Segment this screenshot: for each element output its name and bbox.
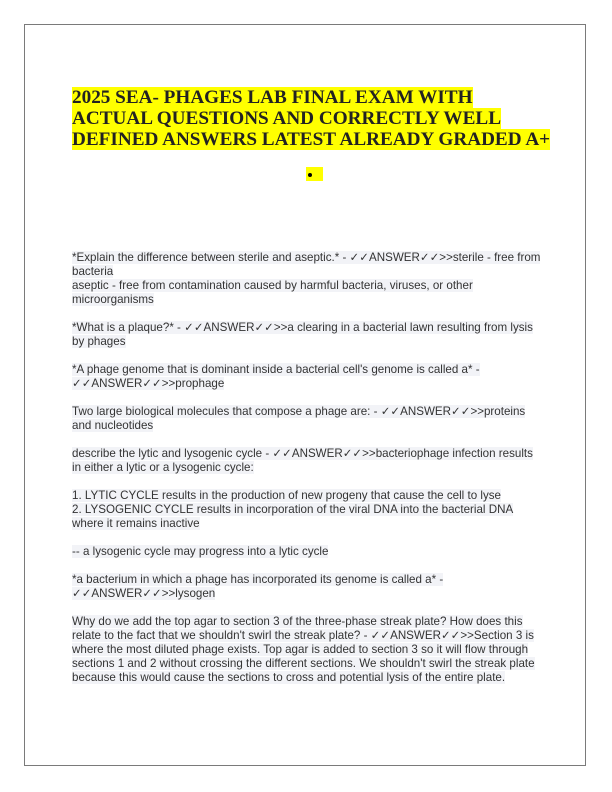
qa-paragraph (72, 447, 542, 475)
qa-paragraph (72, 405, 542, 433)
qa-paragraph (72, 251, 542, 307)
qa-text: Two large biological molecules that compose a phage are: - ✓✓ANSWER✓✓>>proteins and nucleotides (72, 405, 526, 432)
qa-text: *A phage genome that is dominant inside a bacterial cell's genome is called a* - ✓✓ANSWER✓✓>>prophage (72, 363, 480, 390)
qa-text: 1. LYTIC CYCLE results in the production of new progeny that cause the cell to lyse 2. LYSOGENIC CYCLE results in incorporation of the viral DNA into the bacterial DNA where it remains inactive (72, 489, 514, 530)
qa-text: *Explain the difference between sterile and aseptic.* - ✓✓ANSWER✓✓>>sterile - free from bacteria aseptic - free from contamination caused by harmful bacteria, viruses, or other microorganisms (72, 251, 541, 306)
bullet-icon (308, 173, 312, 177)
qa-text: -- a lysogenic cycle may progress into a lytic cycle (72, 545, 329, 558)
qa-paragraph (72, 321, 542, 349)
qa-content (72, 251, 542, 699)
qa-paragraph (72, 545, 542, 559)
document-title (72, 87, 552, 150)
qa-text: *What is a plaque?* - ✓✓ANSWER✓✓>>a clearing in a bacterial lawn resulting from lysis by phages (72, 321, 533, 348)
qa-text: *a bacterium in which a phage has incorporated its genome is called a* - ✓✓ANSWER✓✓>>lysogen (72, 573, 444, 600)
qa-paragraph (72, 363, 542, 391)
qa-paragraph (72, 573, 542, 601)
qa-paragraph (72, 489, 542, 531)
qa-text: describe the lytic and lysogenic cycle - ✓✓ANSWER✓✓>>bacteriophage infection results in either a lytic or a lysogenic cycle: (72, 447, 533, 474)
qa-text: Why do we add the top agar to section 3 of the three-phase streak plate? How does this relate to the fact that we shouldn't swirl the streak plate? - ✓✓ANSWER✓✓>>Section 3 is where the most diluted phage exists. Top agar is added to section 3 so it will flow through sections 1 and 2 without crossing the different sections. We shouldn't swirl the streak plate because this would cause the sections to cross and potential lysis of the entire plate. (72, 615, 535, 684)
highlighted-bullet (306, 167, 323, 181)
document-title-text: 2025 SEA- PHAGES LAB FINAL EXAM WITH ACTUAL QUESTIONS AND CORRECTLY WELL DEFINED ANSWERS LATEST ALREADY GRADED A+ (72, 87, 551, 150)
qa-paragraph (72, 615, 542, 685)
